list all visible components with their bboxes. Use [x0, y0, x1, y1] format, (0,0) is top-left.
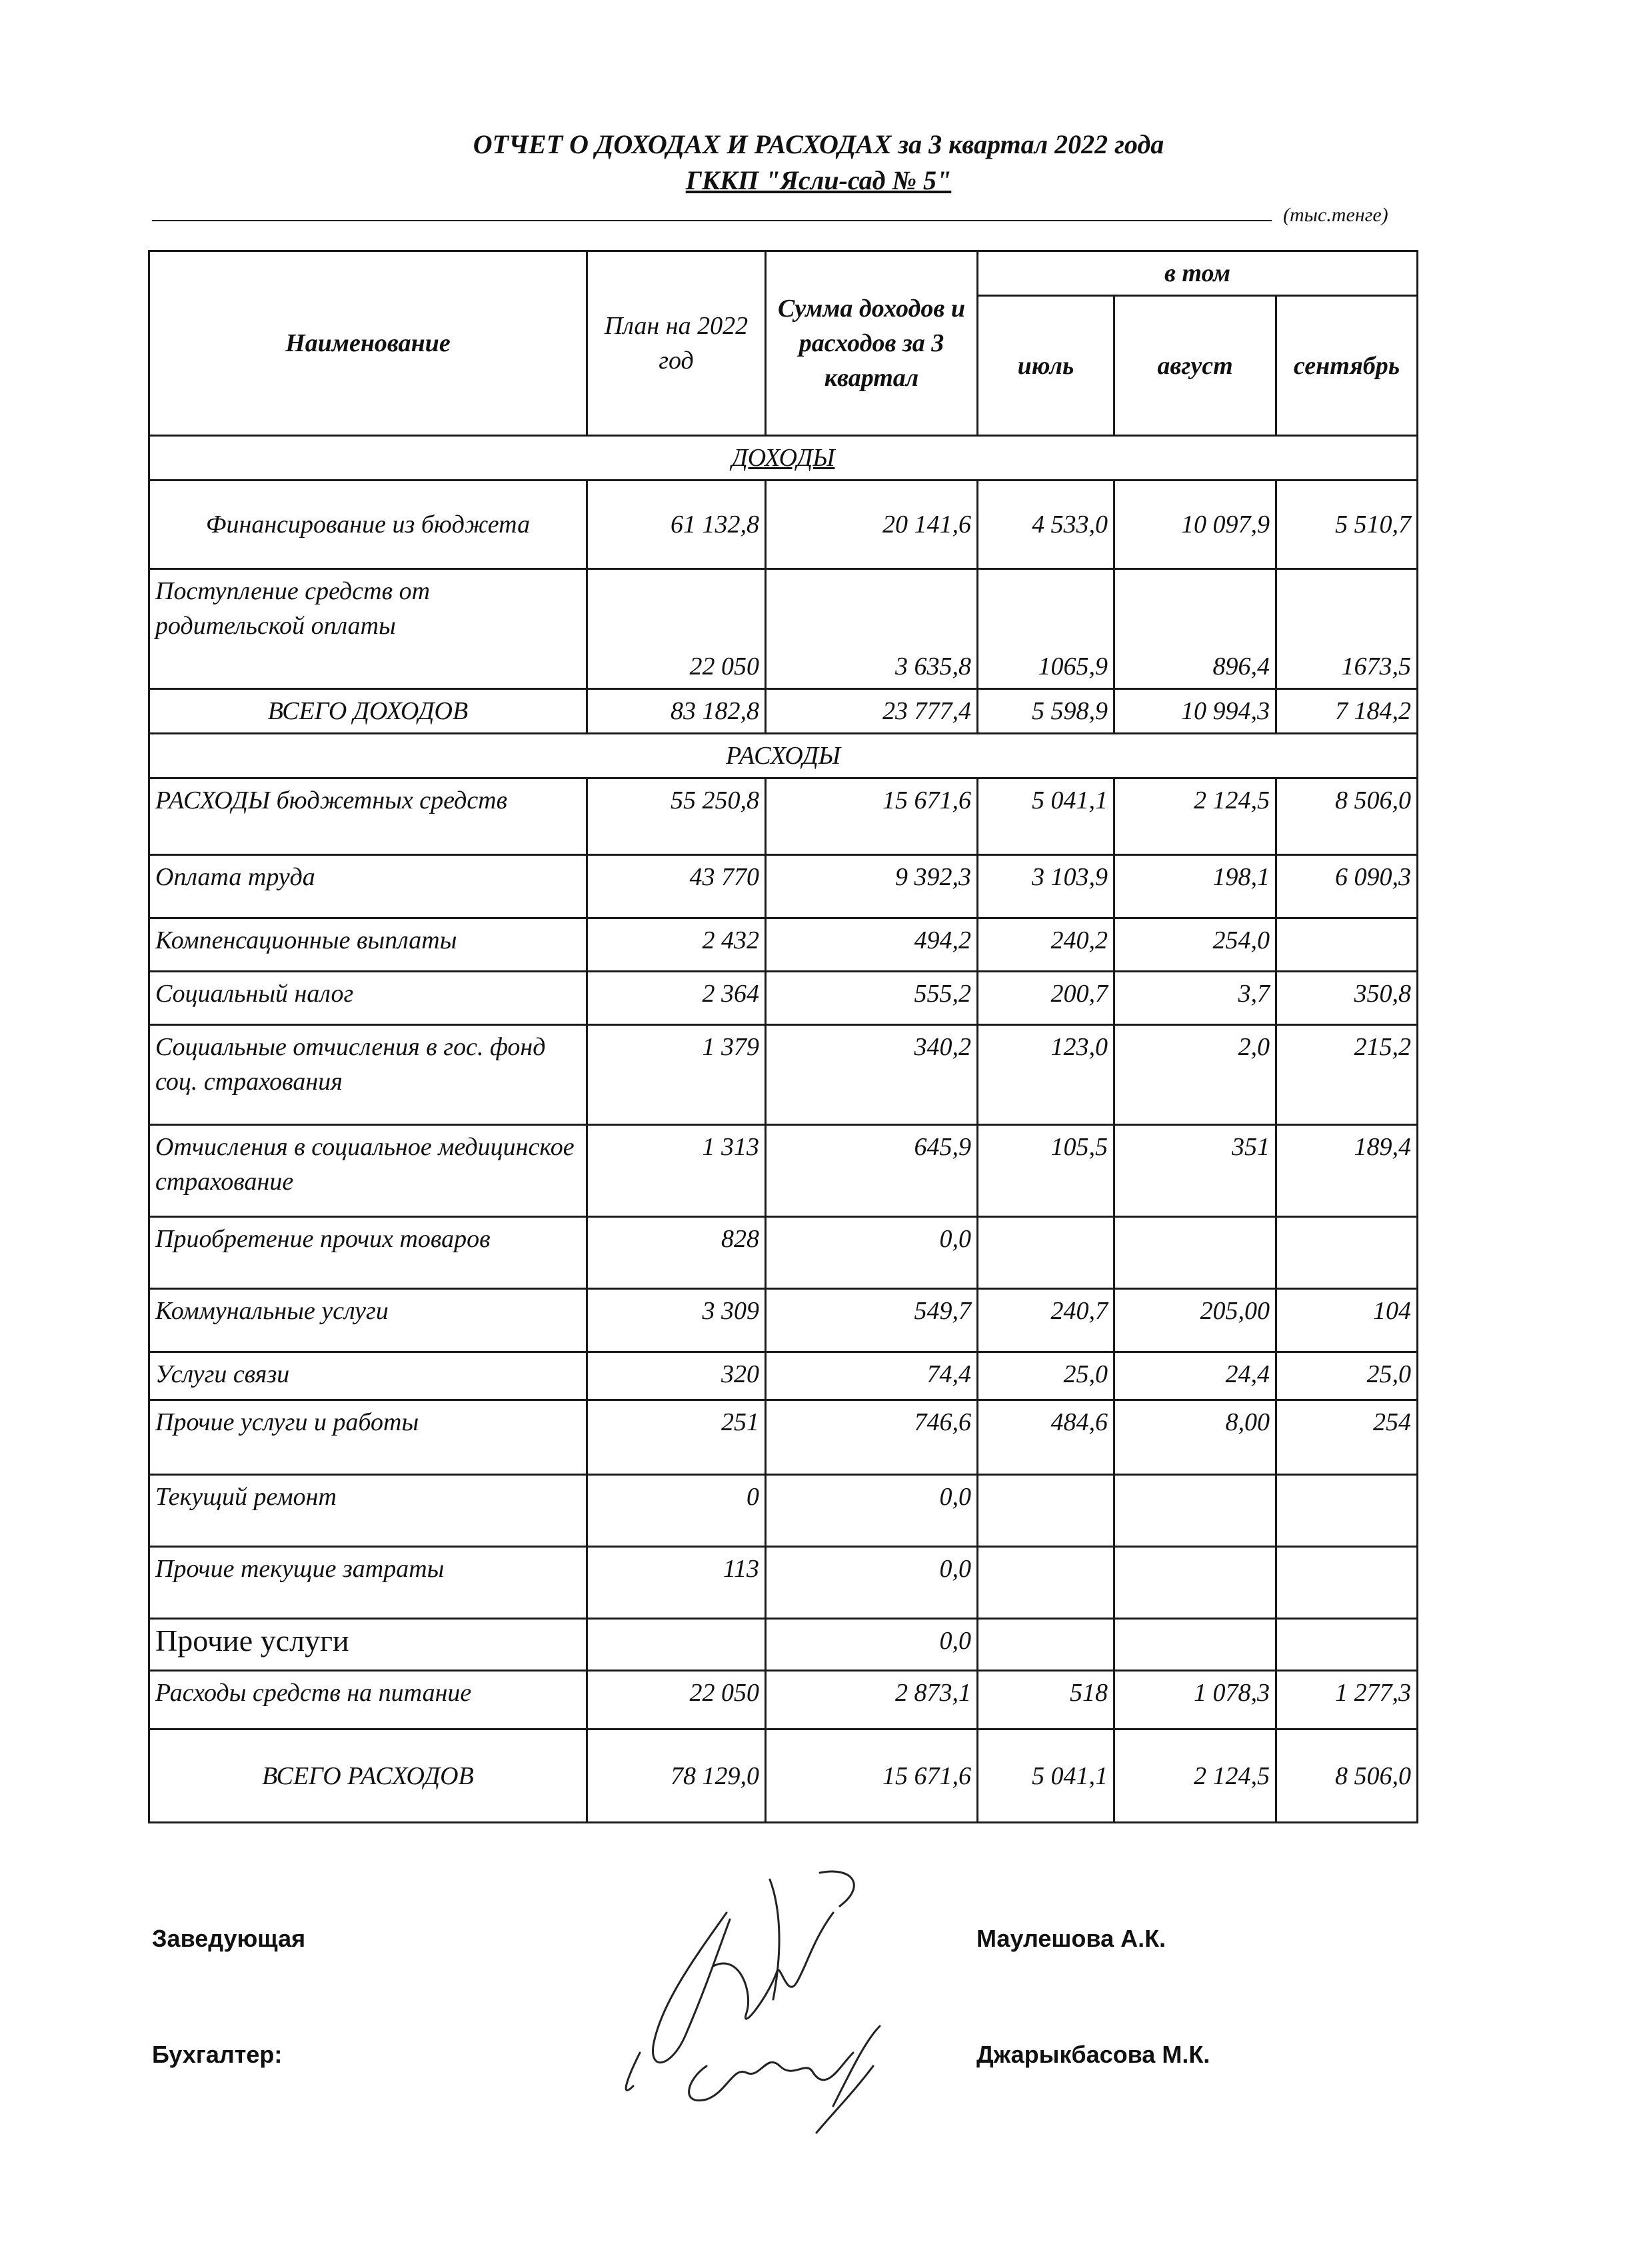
cell-m2: 1 078,3: [1114, 1671, 1276, 1729]
cell-m1: [978, 1217, 1114, 1289]
cell-name: Финансирование из бюджета: [149, 481, 587, 569]
cell-sum: 0,0: [766, 1475, 978, 1547]
cell-sum: 555,2: [766, 972, 978, 1025]
section-expense-label: РАСХОДЫ: [725, 742, 841, 770]
cell-sum: 0,0: [766, 1619, 978, 1671]
table-row: [149, 569, 1418, 689]
table-row: [149, 1400, 1418, 1475]
cell-name: Прочие текущие затраты: [149, 1547, 587, 1619]
table-row: [149, 1671, 1418, 1729]
income-total-row: [149, 689, 1418, 734]
cell-plan: 251: [587, 1400, 766, 1475]
cell-sum: 746,6: [766, 1400, 978, 1475]
cell-m1: [978, 1475, 1114, 1547]
cell-sum: 2 873,1: [766, 1671, 978, 1729]
head-name: Маулешова А.К.: [976, 1925, 1166, 1952]
table-row: [149, 855, 1418, 918]
cell-plan: 1 379: [587, 1025, 766, 1125]
cell-name: РАСХОДЫ бюджетных средств: [149, 778, 587, 855]
cell-m2: 10 097,9: [1114, 481, 1276, 569]
cell-plan: 3 309: [587, 1289, 766, 1352]
cell-m2: 351: [1114, 1125, 1276, 1217]
cell-sum: 20 141,6: [766, 481, 978, 569]
table-row: [149, 1547, 1418, 1619]
title-line-1: ОТЧЕТ О ДОХОДАХ И РАСХОДАХ за 3 квартал 2022 года: [473, 129, 1164, 159]
cell-m2: 254,0: [1114, 918, 1276, 972]
cell-m2: 2 124,5: [1114, 1729, 1276, 1823]
cell-m1: 518: [978, 1671, 1114, 1729]
cell-m2: 896,4: [1114, 569, 1276, 689]
col-header-group: в том: [978, 251, 1418, 296]
cell-name: Компенсационные выплаты: [149, 918, 587, 972]
expense-total-row: [149, 1729, 1418, 1823]
cell-name: Текущий ремонт: [149, 1475, 587, 1547]
report-body: [149, 436, 1418, 1823]
section-income: [149, 436, 1418, 481]
cell-sum: 549,7: [766, 1289, 978, 1352]
cell-m3: 215,2: [1276, 1025, 1418, 1125]
cell-sum: 340,2: [766, 1025, 978, 1125]
table-row: [149, 918, 1418, 972]
cell-sum: 3 635,8: [766, 569, 978, 689]
cell-name: Социальные отчисления в гос. фонд соц. страхования: [149, 1025, 587, 1125]
col-header-name: Наименование: [149, 251, 587, 436]
cell-name: Расходы средств на питание: [149, 1671, 587, 1729]
cell-name: Приобретение прочих товаров: [149, 1217, 587, 1289]
col-header-august: август: [1114, 296, 1276, 436]
table-row: [149, 1475, 1418, 1547]
cell-plan: 83 182,8: [587, 689, 766, 734]
cell-m2: 8,00: [1114, 1400, 1276, 1475]
cell-m3: [1276, 1619, 1418, 1671]
cell-plan: [587, 1619, 766, 1671]
cell-m3: 104: [1276, 1289, 1418, 1352]
cell-plan: 1 313: [587, 1125, 766, 1217]
cell-m1: [978, 1547, 1114, 1619]
cell-m3: [1276, 1217, 1418, 1289]
cell-m2: 2 124,5: [1114, 778, 1276, 855]
table-row: [149, 1025, 1418, 1125]
cell-plan: 22 050: [587, 1671, 766, 1729]
cell-m1: 200,7: [978, 972, 1114, 1025]
cell-sum: 74,4: [766, 1352, 978, 1400]
cell-m1: 484,6: [978, 1400, 1114, 1475]
cell-name: Коммунальные услуги: [149, 1289, 587, 1352]
table-row: [149, 1217, 1418, 1289]
cell-m3: 8 506,0: [1276, 1729, 1418, 1823]
table-row: [149, 1125, 1418, 1217]
cell-name: Прочие услуги и работы: [149, 1400, 587, 1475]
cell-name: ВСЕГО РАСХОДОВ: [149, 1729, 587, 1823]
cell-plan: 43 770: [587, 855, 766, 918]
cell-m3: [1276, 918, 1418, 972]
signature-scribble: [613, 1866, 933, 2146]
cell-m1: 1065,9: [978, 569, 1114, 689]
cell-m3: [1276, 1475, 1418, 1547]
cell-m1: 105,5: [978, 1125, 1114, 1217]
cell-m1: 5 041,1: [978, 778, 1114, 855]
section-expense: [149, 734, 1418, 778]
cell-plan: 22 050: [587, 569, 766, 689]
cell-plan: 2 364: [587, 972, 766, 1025]
cell-m3: 8 506,0: [1276, 778, 1418, 855]
cell-name: Услуги связи: [149, 1352, 587, 1400]
cell-sum: 645,9: [766, 1125, 978, 1217]
table-row: [149, 778, 1418, 855]
cell-plan: 61 132,8: [587, 481, 766, 569]
col-header-plan: План на 2022 год: [587, 251, 766, 436]
table-row: [149, 1289, 1418, 1352]
cell-m3: 1673,5: [1276, 569, 1418, 689]
cell-m1: 5 041,1: [978, 1729, 1114, 1823]
cell-m3: 1 277,3: [1276, 1671, 1418, 1729]
cell-name: Поступление средств от родительской оплаты: [149, 569, 587, 689]
cell-m1: 25,0: [978, 1352, 1114, 1400]
cell-m3: 5 510,7: [1276, 481, 1418, 569]
cell-plan: 113: [587, 1547, 766, 1619]
cell-plan: 55 250,8: [587, 778, 766, 855]
cell-name: Прочие услуги: [149, 1619, 587, 1671]
col-header-sum: Сумма доходов и расходов за 3 квартал: [766, 251, 978, 436]
col-header-september: сентябрь: [1276, 296, 1418, 436]
cell-m3: [1276, 1547, 1418, 1619]
section-income-label: ДОХОДЫ: [731, 444, 835, 472]
table-row: [149, 1619, 1418, 1671]
cell-m1: 4 533,0: [978, 481, 1114, 569]
cell-m3: 7 184,2: [1276, 689, 1418, 734]
cell-m2: 198,1: [1114, 855, 1276, 918]
report-table: [148, 250, 1418, 1823]
cell-plan: 2 432: [587, 918, 766, 972]
cell-sum: 0,0: [766, 1217, 978, 1289]
table-row: [149, 481, 1418, 569]
cell-m2: [1114, 1547, 1276, 1619]
cell-m3: 6 090,3: [1276, 855, 1418, 918]
cell-plan: 78 129,0: [587, 1729, 766, 1823]
cell-plan: 0: [587, 1475, 766, 1547]
accountant-name: Джарыкбасова М.К.: [976, 2041, 1210, 2068]
cell-m2: [1114, 1475, 1276, 1547]
cell-m2: [1114, 1217, 1276, 1289]
cell-m2: 2,0: [1114, 1025, 1276, 1125]
units-label: (тыс.тенге): [1283, 204, 1388, 226]
cell-m2: 205,00: [1114, 1289, 1276, 1352]
cell-m3: 189,4: [1276, 1125, 1418, 1217]
report-title: [0, 127, 1637, 199]
title-line-2: ГККП "Ясли-сад № 5": [685, 165, 952, 195]
cell-m1: 240,7: [978, 1289, 1114, 1352]
cell-sum: 23 777,4: [766, 689, 978, 734]
cell-m1: 240,2: [978, 918, 1114, 972]
cell-m1: 123,0: [978, 1025, 1114, 1125]
col-header-july: июль: [978, 296, 1114, 436]
cell-m1: 3 103,9: [978, 855, 1114, 918]
cell-sum: 494,2: [766, 918, 978, 972]
cell-m2: 3,7: [1114, 972, 1276, 1025]
table-row: [149, 1352, 1418, 1400]
cell-m1: [978, 1619, 1114, 1671]
cell-sum: 9 392,3: [766, 855, 978, 918]
cell-m3: 254: [1276, 1400, 1418, 1475]
cell-sum: 15 671,6: [766, 1729, 978, 1823]
table-row: [149, 972, 1418, 1025]
head-label: Заведующая: [152, 1925, 306, 1952]
cell-plan: 320: [587, 1352, 766, 1400]
cell-m1: 5 598,9: [978, 689, 1114, 734]
cell-m2: 10 994,3: [1114, 689, 1276, 734]
cell-m3: 25,0: [1276, 1352, 1418, 1400]
units-rule: [152, 220, 1272, 221]
cell-plan: 828: [587, 1217, 766, 1289]
cell-sum: 0,0: [766, 1547, 978, 1619]
cell-name: Отчисления в социальное медицинское страхование: [149, 1125, 587, 1217]
cell-name: ВСЕГО ДОХОДОВ: [149, 689, 587, 734]
cell-name: Оплата труда: [149, 855, 587, 918]
cell-m2: [1114, 1619, 1276, 1671]
cell-m3: 350,8: [1276, 972, 1418, 1025]
cell-sum: 15 671,6: [766, 778, 978, 855]
accountant-label: Бухгалтер:: [152, 2041, 283, 2068]
cell-name: Социальный налог: [149, 972, 587, 1025]
cell-m2: 24,4: [1114, 1352, 1276, 1400]
